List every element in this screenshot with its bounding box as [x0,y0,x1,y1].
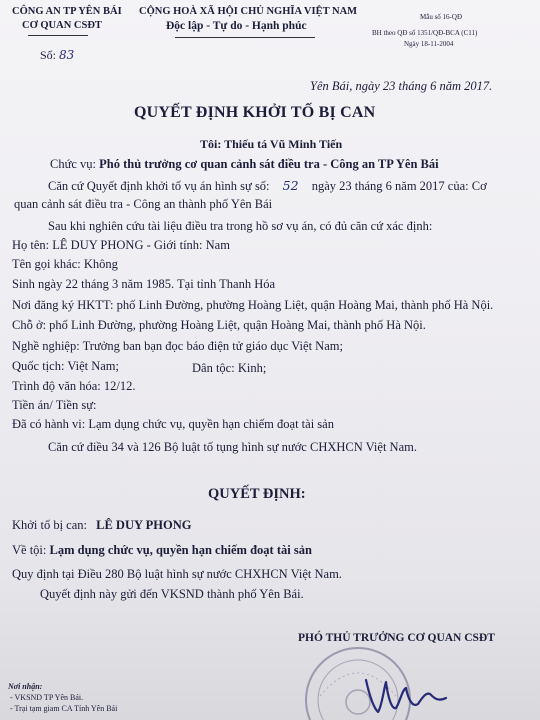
recipient-2: - Trại tạm giam CA Tỉnh Yên Bái [10,704,118,713]
form-code: Mẫu số 16-QĐ [420,13,462,21]
recipient-1: - VKSND TP Yên Bái. [10,693,84,702]
alias-line: Tên gọi khác: Không [12,257,118,271]
article-line: Quy định tại Điều 280 Bộ luật hình sự nước CHXHCN Việt Nam. [12,567,342,581]
nationality-line: Quốc tịch: Việt Nam; [12,359,119,373]
header-center-rule [175,37,315,38]
position-value: Phó thủ trưởng cơ quan cảnh sát điều tra - Công an TP Yên Bái [99,157,439,171]
send-line: Quyết định này gửi đến VKSND thành phố Yên Bái. [40,587,304,601]
header-department: CƠ QUAN CSĐT [22,20,102,31]
suspect-name-line: Họ tên: LÊ DUY PHONG - Giới tính: Nam [12,238,230,252]
prosecute-line [12,518,192,533]
document-number [40,48,74,63]
header-agency: CÔNG AN TP YÊN BÁI [12,6,122,17]
position-line [50,157,439,172]
prosecute-name: LÊ DUY PHONG [96,518,192,532]
registration-line: Nơi đăng ký HKTT: phố Linh Đường, phường Hoàng Liệt, quận Hoàng Mai, thành phố Hà Nội. [12,298,494,312]
occupation-line: Nghề nghiệp: Trưởng ban bạn đọc báo điện tử giáo dục Việt Nam; [12,339,343,353]
research-line: Sau khi nghiên cứu tài liệu điều tra trong hồ sơ vụ án, có đủ căn cứ xác định: [48,219,433,233]
crime-value: Lạm dụng chức vụ, quyền hạn chiếm đoạt tài sản [49,543,312,557]
basis-line-2: quan cảnh sát điều tra - Công an thành phố Yên Bái [14,197,273,211]
crime-label: Về tội: [12,543,47,557]
form-reference: BH theo QĐ số 1351/QĐ-BCA (C11) [372,29,478,37]
ethnicity-line: Dân tộc: Kinh; [192,361,267,375]
number-label: Số: [40,48,57,62]
document-title: QUYẾT ĐỊNH KHỞI TỐ BỊ CAN [134,104,376,121]
education-line: Trình độ văn hóa: 12/12. [12,379,136,393]
act-line: Đã có hành vi: Lạm dụng chức vụ, quyền hạn chiếm đoạt tài sản [12,417,334,431]
residence-line: Chỗ ở: phố Linh Đường, phường Hoàng Liệt, quận Hoàng Mai, thành phố Hà Nội. [12,318,426,332]
place-date: Yên Bái, ngày 23 tháng 6 năm 2017. [310,79,493,93]
form-date: Ngày 18-11-2004 [404,40,454,48]
birth-line: Sinh ngày 22 tháng 3 năm 1985. Tại tỉnh Thanh Hóa [12,277,276,291]
number-value: 83 [59,48,75,62]
prosecute-label: Khởi tố bị can: [12,518,87,532]
national-motto: Độc lập - Tự do - Hạnh phúc [166,20,307,32]
issuer-line: Tôi: Thiếu tá Vũ Minh Tiến [200,137,343,151]
basis-suffix: ngày 23 tháng 6 năm 2017 của: Cơ [311,179,487,193]
basis-line-1 [48,178,487,194]
signature-title: PHÓ THỦ TRƯỞNG CƠ QUAN CSĐT [298,632,495,644]
basis-prefix: Căn cứ Quyết định khởi tố vụ án hình sự số: [48,179,270,193]
recipients-label: Nơi nhận: [8,682,43,691]
decision-heading: QUYẾT ĐỊNH: [208,486,306,502]
criminal-record-line: Tiền án/ Tiền sự: [12,398,97,412]
handwritten-signature [360,668,450,718]
header-left-rule [28,35,88,36]
basis-case-number: 52 [282,178,299,193]
position-label: Chức vụ: [50,157,97,171]
national-title: CỘNG HOÀ XÃ HỘI CHỦ NGHĨA VIỆT NAM [139,6,358,17]
crime-line [12,543,312,558]
law-basis-line: Căn cứ điều 34 và 126 Bộ luật tố tụng hình sự nước CHXHCN Việt Nam. [48,440,417,454]
